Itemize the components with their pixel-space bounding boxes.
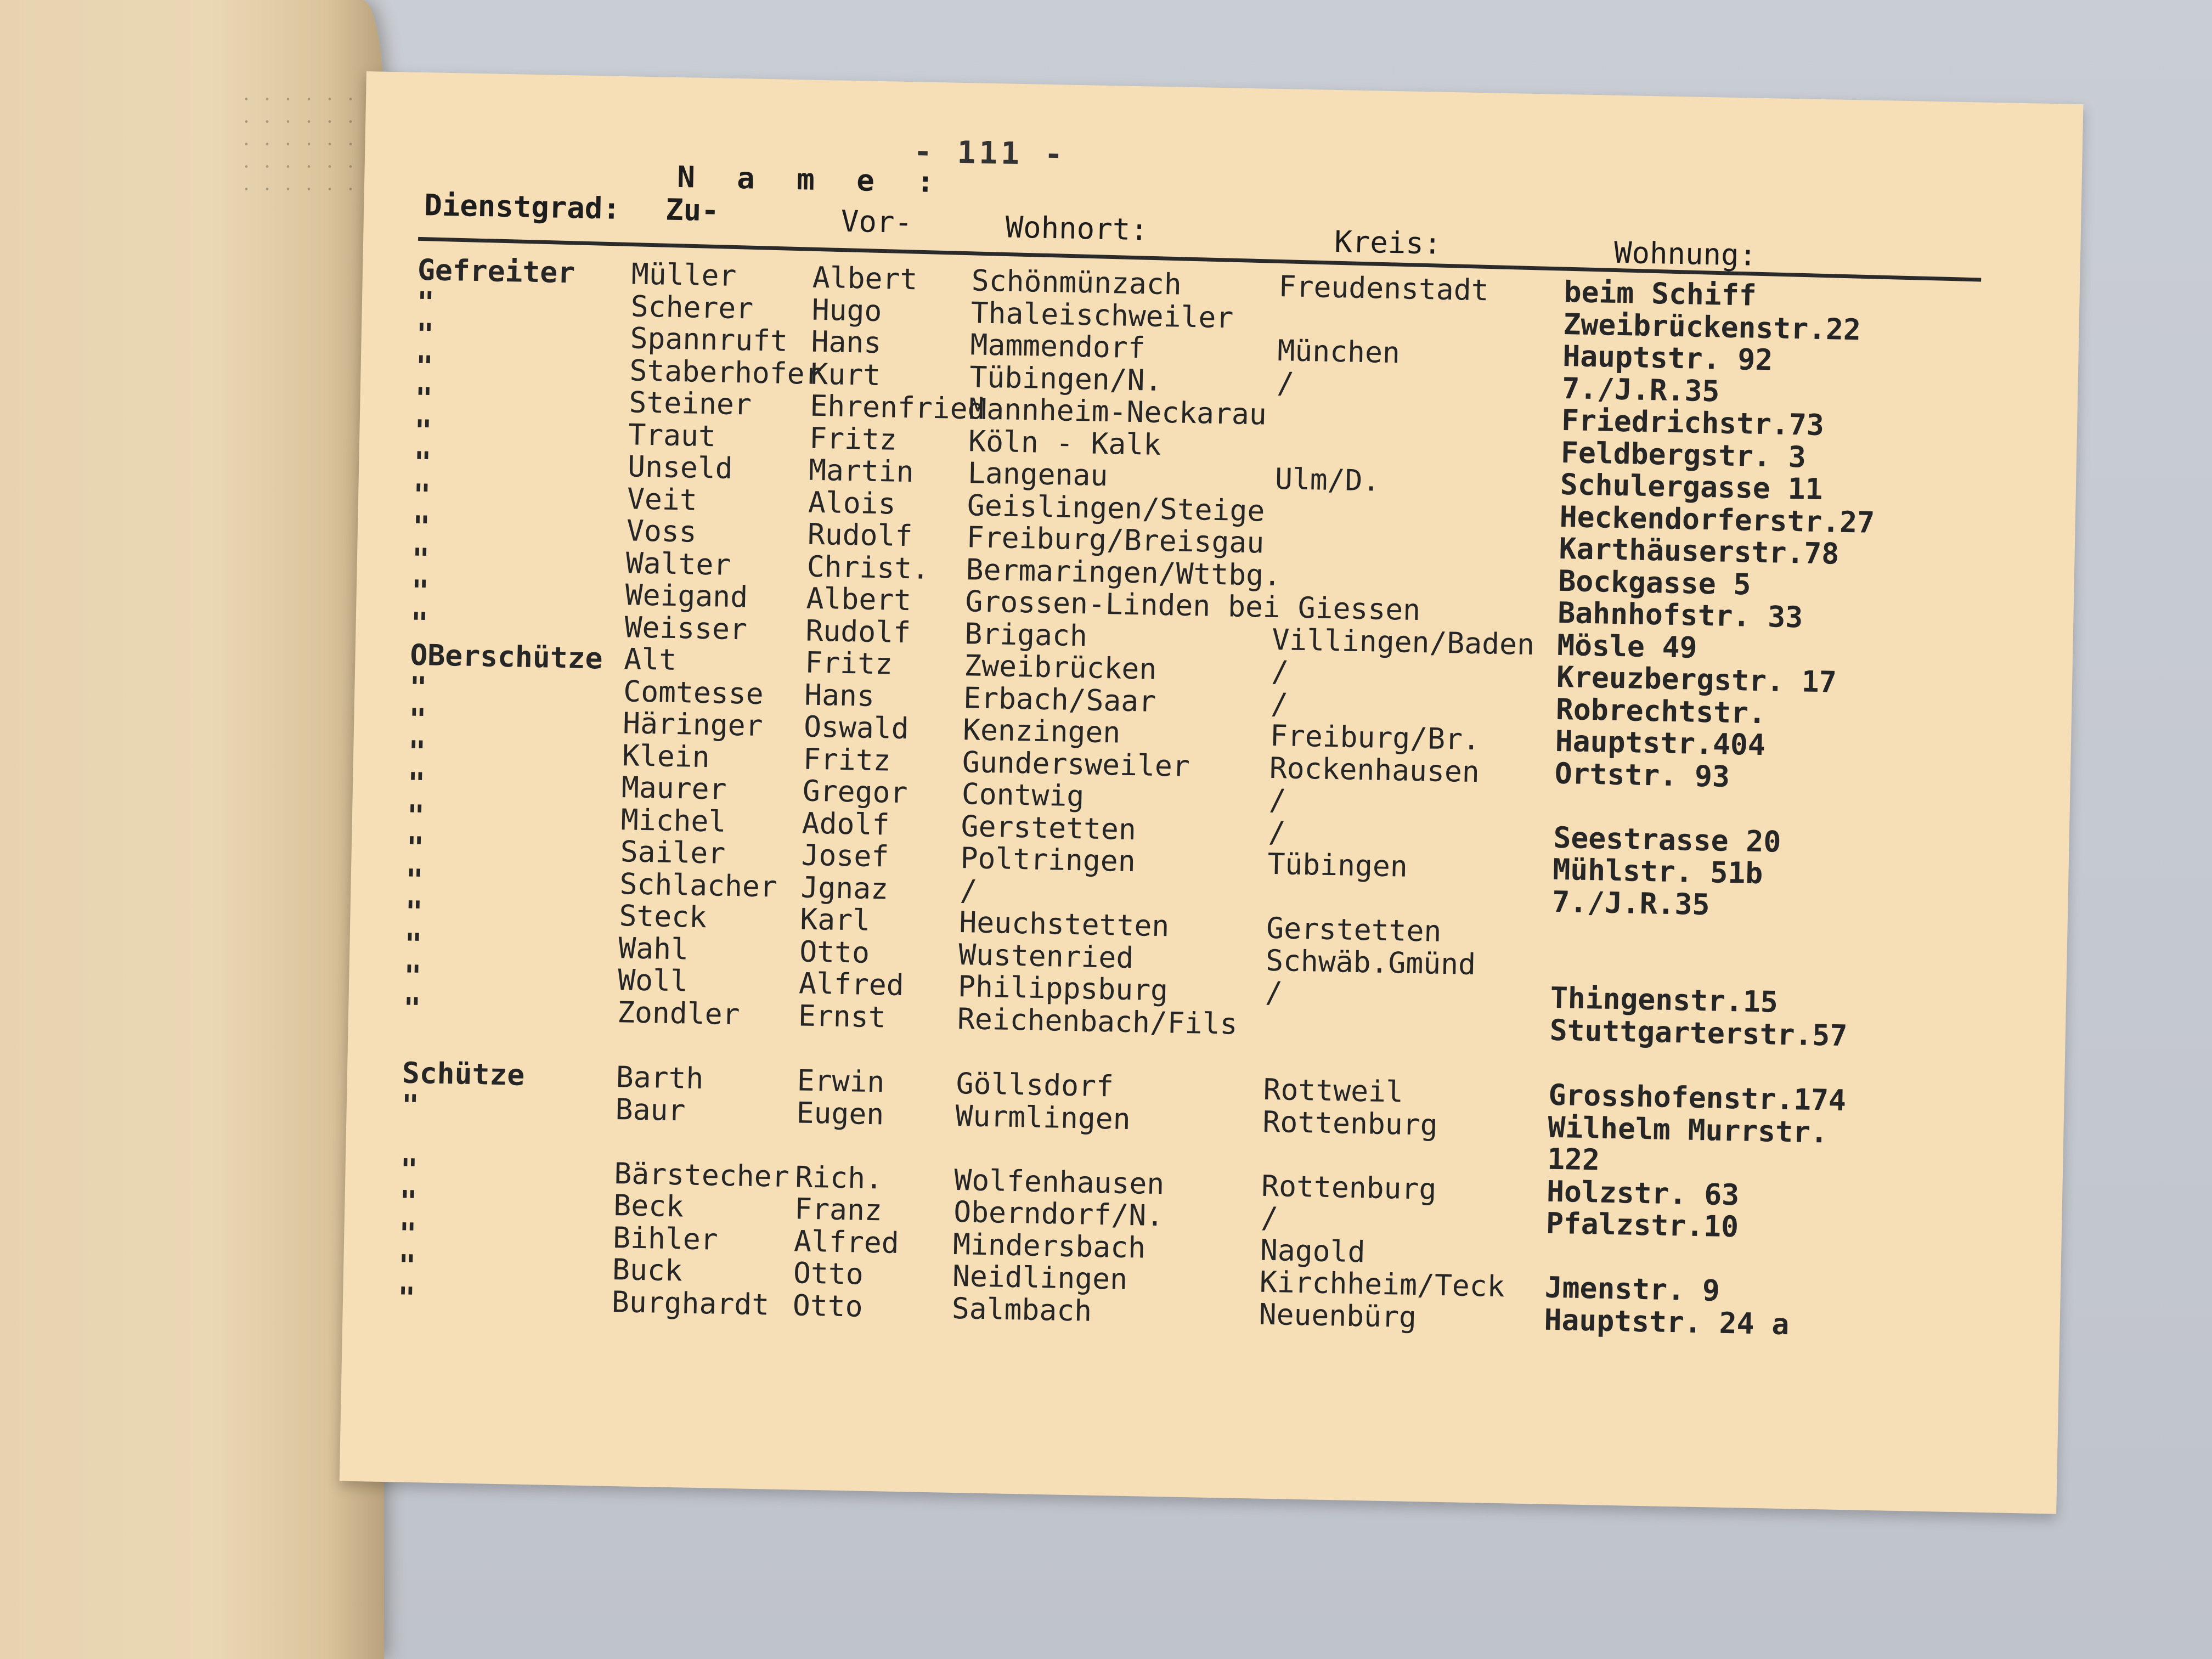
address-cell: Stuttgarterstr.57 [1549, 1013, 1848, 1053]
last-name-cell: Bihler [612, 1221, 719, 1257]
rank-cell: " [411, 542, 430, 576]
left-book-page [0, 0, 384, 1659]
last-name-cell: Schlacher [619, 867, 778, 904]
first-name-cell: Rudolf [807, 517, 913, 554]
address-cell: Hauptstr. 92 [1562, 339, 1773, 377]
last-name-cell: Barth [616, 1060, 704, 1096]
first-name-cell: Otto [799, 934, 870, 970]
last-name-cell: Michel [620, 803, 726, 839]
district-cell: Freiburg/Br. [1269, 719, 1481, 757]
last-name-cell: Voss [626, 514, 697, 549]
district-cell: Ulm/D. [1274, 462, 1381, 498]
address-cell: Mühlstr. 51b [1552, 853, 1763, 891]
rank-cell: " [401, 1088, 420, 1122]
address-cell: beim Schiff [1564, 275, 1757, 313]
place-cell: Schönmünzach [971, 264, 1182, 302]
first-name-cell: Albert [806, 582, 912, 618]
rank-cell: " [412, 510, 431, 544]
first-name-cell: Jgnaz [800, 870, 889, 906]
place-cell: Wustenried [958, 938, 1134, 975]
first-name-cell: Alois [808, 486, 896, 521]
place-cell: Kenzingen [962, 713, 1121, 750]
first-name-cell: Adolf [802, 806, 890, 842]
district-cell: Rockenhausen [1269, 751, 1480, 789]
place-cell: Reichenbach/Fils [957, 1002, 1238, 1041]
first-name-cell: Ernst [798, 998, 887, 1034]
last-name-cell: Müller [631, 257, 737, 294]
place-cell: Erbach/Saar [963, 681, 1156, 719]
last-name-cell: Walter [625, 546, 731, 582]
first-name-cell: Erwin [797, 1064, 885, 1099]
rank-cell: " [397, 1281, 416, 1315]
address-cell: Thingenstr.15 [1550, 981, 1779, 1019]
district-cell: Tübingen [1267, 847, 1408, 884]
last-name-cell: Baur [615, 1092, 686, 1128]
district-cell: Nagold [1260, 1233, 1366, 1269]
place-cell: Gundersweiler [962, 745, 1190, 783]
address-cell: Karthäuserstr.78 [1559, 532, 1839, 571]
header-name: N a m e : [676, 159, 947, 200]
address-cell: Friedrichstr.73 [1561, 403, 1825, 443]
place-cell: Salmbach [951, 1291, 1092, 1328]
rank-cell: " [408, 735, 426, 769]
place-cell: Gerstetten [961, 809, 1137, 847]
header-rank: Dienstgrad: [424, 188, 621, 226]
address-cell: Bockgasse 5 [1558, 564, 1752, 602]
page-marks [236, 88, 357, 198]
last-name-cell: Wahl [618, 931, 689, 967]
first-name-cell: Josef [801, 838, 889, 874]
first-name-cell: Rich. [794, 1160, 883, 1195]
address-cell: Bahnhofstr. 33 [1557, 596, 1803, 635]
rank-cell: " [404, 927, 422, 961]
place-cell: Wurmlingen [955, 1099, 1131, 1136]
rank-cell: " [408, 702, 427, 737]
address-cell: Wilhelm Murrstr. [1547, 1110, 1829, 1149]
table-header [424, 155, 1961, 272]
first-name-cell: Oswald [803, 710, 910, 746]
rank-cell: " [407, 766, 426, 801]
district-cell: / [1271, 654, 1289, 689]
last-name-cell: Burghardt [611, 1285, 770, 1322]
header-district: Kreis: [1334, 224, 1442, 261]
place-cell: Langenau [967, 456, 1108, 493]
place-cell: Contwig [961, 777, 1085, 814]
district-cell: Rottenburg [1262, 1105, 1438, 1142]
last-name-cell: Staberhofer [629, 353, 823, 391]
last-name-cell: Comtesse [623, 674, 764, 711]
place-cell: Brigach [964, 617, 1088, 653]
address-cell: Mösle 49 [1556, 628, 1698, 665]
rank-cell: Schütze [402, 1056, 525, 1092]
place-cell: Philippsburg [957, 970, 1169, 1008]
place-cell: Thaleischweiler [970, 296, 1234, 335]
address-cell: Jmenstr. 9 [1544, 1271, 1720, 1308]
first-name-cell: Otto [793, 1256, 864, 1291]
first-name-cell: Fritz [804, 646, 893, 681]
rank-cell: " [413, 445, 432, 480]
first-name-cell: Otto [792, 1288, 864, 1324]
place-cell: Bermaringen/Wttbg. [966, 552, 1282, 592]
last-name-cell: Weisser [624, 610, 748, 647]
rank-cell: " [403, 959, 422, 994]
first-name-cell: Fritz [803, 742, 891, 778]
rank-cell: " [416, 285, 435, 319]
address-cell: Seestrasse 20 [1553, 821, 1781, 859]
header-place: Wohnort: [1005, 210, 1149, 247]
last-name-cell: Beck [613, 1189, 684, 1224]
rank-cell: " [406, 831, 425, 865]
first-name-cell: Hans [804, 678, 875, 713]
district-cell: Freudenstadt [1278, 269, 1489, 308]
rank-cell: " [405, 863, 424, 897]
district-cell: München [1277, 334, 1401, 370]
last-name-cell: Weigand [625, 578, 748, 614]
address-cell: 7./J.R.35 [1551, 885, 1711, 922]
rank-cell: " [410, 606, 429, 640]
place-cell: / [959, 873, 978, 908]
address-cell: Ortstr. 93 [1554, 757, 1730, 794]
address-cell: Zweibrückenstr.22 [1562, 307, 1861, 347]
district-cell: / [1260, 1201, 1279, 1235]
address-cell: Pfalzstr.10 [1545, 1206, 1739, 1244]
place-cell: Poltringen [960, 842, 1136, 879]
first-name-cell: Albert [812, 261, 918, 297]
district-cell: Schwäb.Gmünd [1265, 944, 1476, 981]
first-name-cell: Hans [811, 325, 882, 360]
rank-cell: " [411, 574, 430, 608]
first-name-cell: Ehrenfried [809, 389, 986, 426]
place-cell: Mannheim-Neckarau [968, 392, 1267, 432]
first-name-cell: Kurt [810, 357, 881, 392]
last-name-cell: Bärstecher [613, 1156, 790, 1194]
rank-cell: " [414, 414, 432, 448]
place-cell: Köln - Kalk [968, 424, 1161, 462]
roster-page [340, 71, 2084, 1514]
place-cell: Mindersbach [952, 1227, 1146, 1265]
last-name-cell: Traut [628, 417, 716, 453]
first-name-cell: Alfred [793, 1224, 900, 1260]
address-cell: Feldbergstr. 3 [1560, 436, 1807, 474]
last-name-cell: Sailer [620, 835, 726, 871]
rank-cell: Gefreiter [417, 253, 575, 290]
last-name-cell: Buck [612, 1253, 683, 1288]
last-name-cell: Spannruft [630, 321, 788, 358]
last-name-cell: Maurer [621, 771, 727, 806]
district-cell: Neuenbürg [1259, 1297, 1417, 1334]
last-name-cell: Unseld [627, 450, 733, 486]
rank-cell: " [398, 1217, 417, 1251]
address-cell: Hauptstr.404 [1555, 724, 1766, 763]
address-cell: Schulergasse 11 [1560, 467, 1824, 507]
address-cell: 122 [1547, 1142, 1600, 1177]
district-cell: Villingen/Baden [1271, 623, 1535, 662]
first-name-cell: Eugen [796, 1096, 884, 1131]
address-cell: 7./J.R.35 [1561, 371, 1720, 408]
address-cell: Kreuzbergstr. 17 [1556, 660, 1837, 699]
address-cell: Robrechtstr. [1555, 692, 1767, 730]
rank-cell: " [413, 478, 431, 512]
header-first-name: Vor- [840, 204, 913, 240]
place-cell: Tübingen/N. [969, 360, 1163, 398]
last-name-cell: Zondler [617, 995, 741, 1031]
page-number: - 111 - [913, 134, 1066, 173]
first-name-cell: Gregor [802, 774, 908, 810]
district-cell: Kirchheim/Teck [1259, 1265, 1505, 1304]
first-name-cell: Fritz [809, 421, 898, 457]
district-cell: / [1276, 366, 1295, 400]
last-name-cell: Klein [622, 738, 710, 774]
last-name-cell: Häringer [622, 707, 764, 743]
first-name-cell: Alfred [798, 967, 905, 1003]
first-name-cell: Rudolf [805, 614, 911, 650]
address-cell: Holzstr. 63 [1546, 1175, 1740, 1212]
place-cell: Freiburg/Breisgau [966, 521, 1265, 560]
place-cell: Göllsdorf [956, 1066, 1114, 1104]
district-cell: / [1268, 815, 1286, 849]
rank-cell: " [407, 799, 425, 833]
header-last-name: Zu- [665, 192, 720, 228]
place-cell: Heuchstetten [958, 906, 1170, 944]
address-cell: Heckendorferstr.27 [1559, 500, 1875, 540]
district-cell: Gerstetten [1266, 911, 1442, 949]
place-cell: Zweibrücken [963, 649, 1157, 686]
address-cell: Grosshofenstr.174 [1548, 1078, 1847, 1118]
rank-cell: " [398, 1249, 416, 1283]
first-name-cell: Christ. [806, 550, 930, 586]
rank-cell: " [409, 670, 427, 704]
last-name-cell: Steck [618, 899, 707, 935]
first-name-cell: Karl [799, 902, 871, 938]
rank-cell: " [416, 317, 435, 352]
last-name-cell: Alt [623, 642, 677, 678]
address-cell: Hauptstr. 24 a [1544, 1303, 1790, 1341]
place-cell: Neidlingen [952, 1259, 1128, 1297]
last-name-cell: Woll [617, 963, 689, 998]
district-cell: / [1270, 687, 1289, 721]
rank-cell: OBerschütze [409, 638, 603, 676]
rank-cell: " [405, 895, 424, 929]
first-name-cell: Franz [794, 1192, 883, 1228]
last-name-cell: Veit [627, 482, 698, 517]
last-name-cell: Steiner [628, 386, 752, 422]
first-name-cell: Martin [808, 453, 915, 489]
place-cell: Wolfenhausen [953, 1163, 1165, 1201]
rank-cell: " [403, 991, 421, 1025]
place-cell: Geislingen/Steige [967, 488, 1265, 528]
first-name-cell: Hugo [811, 293, 883, 328]
district-cell: Rottenburg [1261, 1169, 1437, 1206]
rank-cell: " [399, 1184, 417, 1219]
rank-cell: " [400, 1153, 419, 1187]
rank-cell: " [414, 381, 433, 416]
last-name-cell: Scherer [630, 289, 754, 326]
place-cell: Grossen-Linden bei Giessen [965, 585, 1421, 628]
header-address: Wohnung: [1613, 235, 1757, 273]
district-cell: / [1268, 783, 1287, 817]
rank-cell: " [415, 349, 434, 383]
district-cell: / [1265, 975, 1283, 1010]
place-cell: Oberndorf/N. [953, 1195, 1164, 1233]
place-cell: Mammendorf [970, 328, 1146, 365]
district-cell: Rottweil [1263, 1073, 1404, 1109]
